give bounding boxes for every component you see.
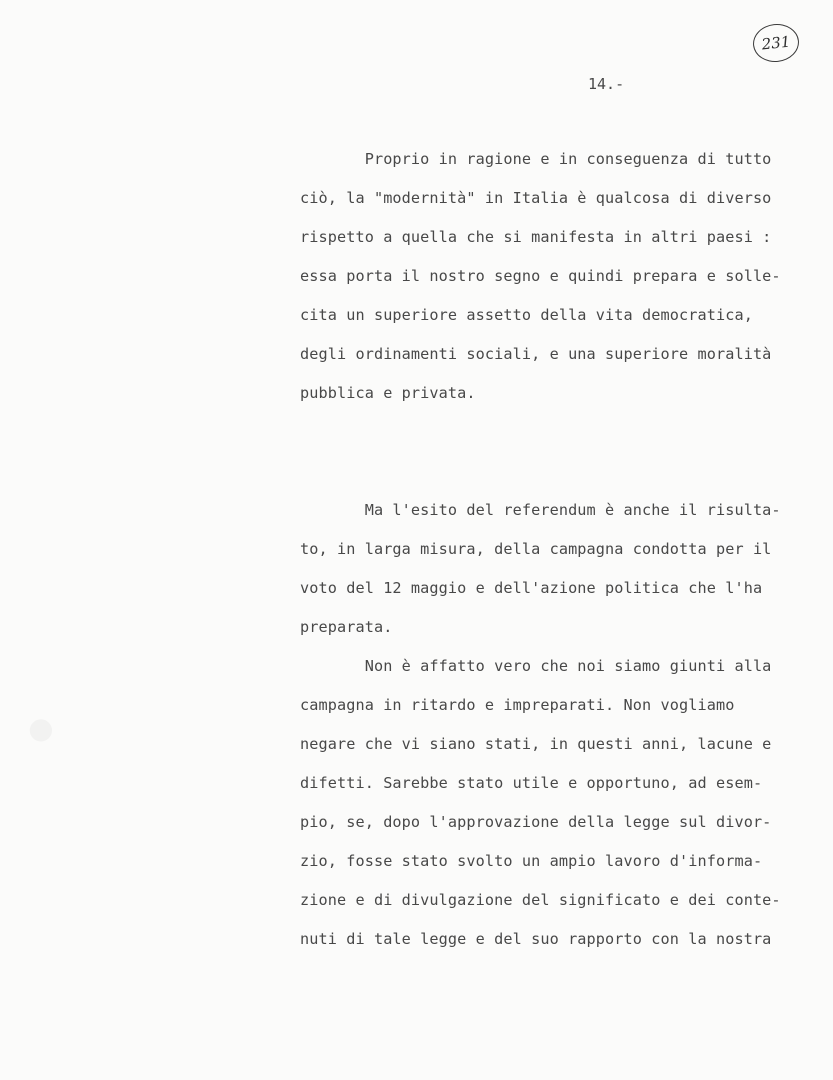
text-line: difetti. Sarebbe stato utile e opportuno, ad esem- bbox=[300, 774, 763, 792]
text-line: preparata. bbox=[300, 618, 393, 636]
text-line: zione e di divulgazione del significato e dei conte- bbox=[300, 891, 781, 909]
text-line: pubblica e privata. bbox=[300, 384, 476, 402]
text-line: to, in larga misura, della campagna condotta per il bbox=[300, 540, 772, 558]
bleed-through-shadow bbox=[20, 660, 68, 801]
text-line: voto del 12 maggio e dell'azione politica che l'ha bbox=[300, 579, 763, 597]
text-line: Non è affatto vero che noi siamo giunti alla bbox=[300, 657, 772, 675]
text-line: Ma l'esito del referendum è anche il risulta- bbox=[300, 501, 781, 519]
text-line: nuti di tale legge e del suo rapporto con la nostra bbox=[300, 930, 772, 948]
page-number: 14.- bbox=[588, 75, 625, 93]
text-line: degli ordinamenti sociali, e una superiore moralità bbox=[300, 345, 772, 363]
text-line: rispetto a quella che si manifesta in altri paesi : bbox=[300, 228, 772, 246]
text-line: pio, se, dopo l'approvazione della legge sul divor- bbox=[300, 813, 772, 831]
text-line: negare che vi siano stati, in questi anni, lacune e bbox=[300, 735, 772, 753]
text-line: zio, fosse stato svolto un ampio lavoro d'informa- bbox=[300, 852, 763, 870]
text-line: essa porta il nostro segno e quindi prepara e solle- bbox=[300, 267, 781, 285]
text-line: Proprio in ragione e in conseguenza di tutto bbox=[300, 150, 772, 168]
text-line: campagna in ritardo e impreparati. Non vogliamo bbox=[300, 696, 735, 714]
text-line: ciò, la "modernità" in Italia è qualcosa di diverso bbox=[300, 189, 772, 207]
text-line: cita un superiore assetto della vita democratica, bbox=[300, 306, 753, 324]
archive-number-stamp: 231 bbox=[751, 22, 801, 65]
